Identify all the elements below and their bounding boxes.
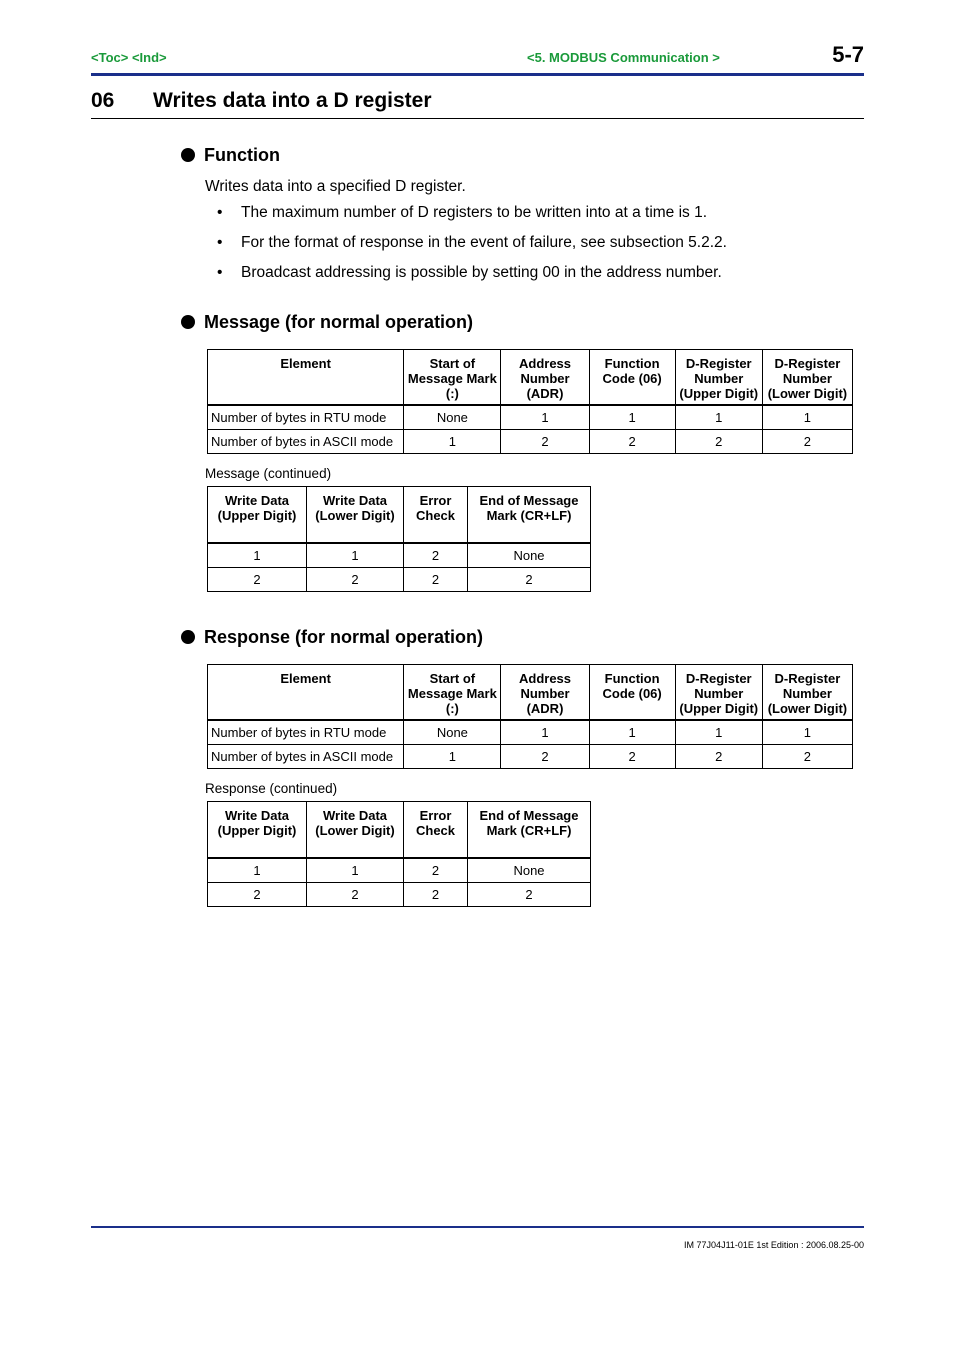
- table-row: [208, 882, 591, 906]
- message-table: [207, 349, 853, 454]
- table-row: [208, 744, 853, 768]
- response-heading-text: Response (for normal operation): [204, 627, 484, 647]
- table-cell: 1: [675, 720, 762, 745]
- col-error-check: Error Check: [404, 802, 468, 858]
- bullet-text: For the format of response in the event of failure, see subsection 5.2.2.: [241, 234, 727, 251]
- col-element: Element: [208, 665, 404, 720]
- bullet-icon: •: [217, 264, 223, 281]
- footer-rule: [91, 1226, 864, 1228]
- col-dreg-upper: D-Register Number (Upper Digit): [675, 350, 762, 405]
- header-rule: [91, 73, 864, 76]
- table-cell: 2: [208, 882, 307, 906]
- table-cell: 2: [468, 567, 591, 591]
- table-cell: 1: [208, 858, 307, 883]
- table-header-row: [208, 350, 853, 405]
- table-cell: 2: [307, 882, 404, 906]
- table-row: [208, 405, 853, 430]
- col-write-upper: Write Data (Upper Digit): [208, 802, 307, 858]
- table-cell: 2: [589, 744, 675, 768]
- col-address: Address Number (ADR): [501, 350, 589, 405]
- chapter-link[interactable]: <5. MODBUS Communication >: [527, 50, 720, 65]
- section-number: 06: [91, 89, 115, 112]
- function-intro: Writes data into a specified D register.: [205, 178, 466, 195]
- col-dreg-lower: D-Register Number (Lower Digit): [762, 350, 852, 405]
- table-cell: 1: [307, 858, 404, 883]
- col-dreg-lower: D-Register Number (Lower Digit): [762, 665, 852, 720]
- table-cell: 1: [762, 405, 852, 430]
- table-cell: 1: [762, 720, 852, 745]
- response-heading: [181, 627, 483, 648]
- table-cell: Number of bytes in ASCII mode: [208, 429, 404, 453]
- bullet-dot-icon: [181, 315, 195, 329]
- table-cell: 1: [675, 405, 762, 430]
- col-write-upper: Write Data (Upper Digit): [208, 487, 307, 543]
- col-address: Address Number (ADR): [501, 665, 589, 720]
- col-element: Element: [208, 350, 404, 405]
- table-cell: 1: [501, 405, 589, 430]
- ind-link[interactable]: <Ind>: [131, 50, 167, 65]
- function-heading-text: Function: [204, 145, 280, 165]
- list-item: [217, 204, 727, 234]
- table-cell: 2: [762, 744, 852, 768]
- table-cell: 2: [501, 744, 589, 768]
- section-title-text: Writes data into a D register: [153, 89, 432, 112]
- table-cell: 2: [501, 429, 589, 453]
- table-cell: 2: [404, 858, 468, 883]
- table-cell: 2: [307, 567, 404, 591]
- message-heading-text: Message (for normal operation): [204, 312, 474, 332]
- table-cell: 1: [589, 720, 675, 745]
- table-cell: 2: [762, 429, 852, 453]
- message-continued-table: [207, 486, 591, 592]
- message-continued-caption: Message (continued): [205, 466, 332, 481]
- message-heading: [181, 312, 473, 333]
- table-cell: Number of bytes in ASCII mode: [208, 744, 404, 768]
- function-bullet-list: [217, 204, 727, 294]
- table-cell: Number of bytes in RTU mode: [208, 720, 404, 745]
- table-cell: 1: [589, 405, 675, 430]
- table-cell: 1: [208, 543, 307, 568]
- table-cell: 2: [404, 567, 468, 591]
- col-end-mark: End of Message Mark (CR+LF): [468, 487, 591, 543]
- bullet-icon: •: [217, 234, 223, 251]
- page-number: 5-7: [832, 42, 864, 67]
- table-cell: 1: [307, 543, 404, 568]
- bullet-dot-icon: [181, 630, 195, 644]
- table-cell: 2: [675, 744, 762, 768]
- response-table: [207, 664, 853, 769]
- table-cell: None: [468, 543, 591, 568]
- col-dreg-upper: D-Register Number (Upper Digit): [675, 665, 762, 720]
- table-header-row: [208, 487, 591, 543]
- col-function-code: Function Code (06): [589, 350, 675, 405]
- table-cell: 2: [675, 429, 762, 453]
- table-cell: 2: [404, 882, 468, 906]
- bullet-text: Broadcast addressing is possible by setting 00 in the address number.: [241, 264, 722, 281]
- col-end-mark: End of Message Mark (CR+LF): [468, 802, 591, 858]
- section-title: [91, 89, 864, 113]
- response-continued-table: [207, 801, 591, 907]
- table-row: [208, 858, 591, 883]
- table-row: [208, 543, 591, 568]
- function-heading: [181, 145, 280, 166]
- table-cell: 2: [468, 882, 591, 906]
- bullet-icon: •: [217, 204, 223, 221]
- table-cell: 1: [501, 720, 589, 745]
- table-cell: None: [468, 858, 591, 883]
- section-rule: [91, 118, 864, 119]
- table-cell: 2: [404, 543, 468, 568]
- table-cell: None: [404, 720, 501, 745]
- col-function-code: Function Code (06): [589, 665, 675, 720]
- footer-doc-info: IM 77J04J11-01E 1st Edition : 2006.08.25-00: [684, 1240, 864, 1250]
- table-cell: 2: [208, 567, 307, 591]
- table-row: [208, 567, 591, 591]
- table-row: [208, 429, 853, 453]
- col-start-mark: Start of Message Mark (:): [404, 350, 501, 405]
- col-write-lower: Write Data (Lower Digit): [307, 487, 404, 543]
- table-cell: 1: [404, 744, 501, 768]
- col-start-mark: Start of Message Mark (:): [404, 665, 501, 720]
- bullet-dot-icon: [181, 148, 195, 162]
- toc-link[interactable]: <Toc>: [91, 50, 129, 65]
- table-row: [208, 720, 853, 745]
- table-header-row: [208, 665, 853, 720]
- col-write-lower: Write Data (Lower Digit): [307, 802, 404, 858]
- table-cell: None: [404, 405, 501, 430]
- table-header-row: [208, 802, 591, 858]
- bullet-text: The maximum number of D registers to be written into at a time is 1.: [241, 204, 708, 221]
- list-item: [217, 264, 727, 294]
- table-cell: Number of bytes in RTU mode: [208, 405, 404, 430]
- list-item: [217, 234, 727, 264]
- table-cell: 2: [589, 429, 675, 453]
- table-cell: 1: [404, 429, 501, 453]
- col-error-check: Error Check: [404, 487, 468, 543]
- response-continued-caption: Response (continued): [205, 781, 338, 796]
- header-nav: [91, 50, 167, 65]
